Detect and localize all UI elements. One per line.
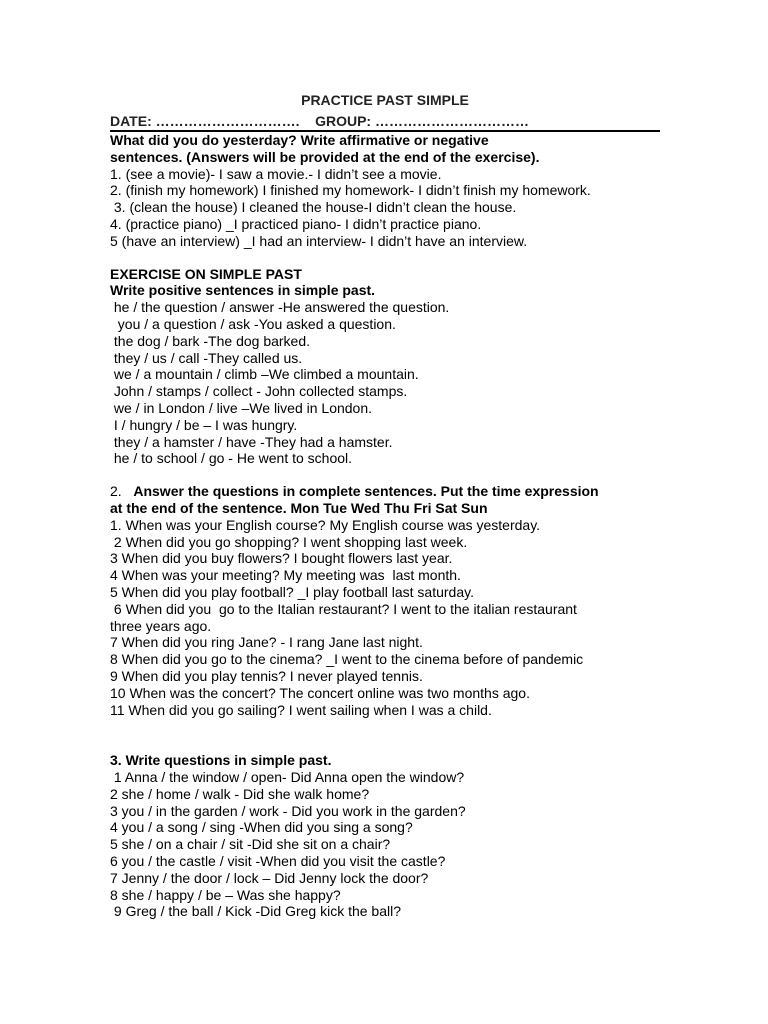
section2-sentence-line: you / a question / ask -You asked a question.: [110, 315, 396, 332]
section3-answer-line: three years ago.: [110, 617, 212, 634]
spacer: [110, 467, 660, 483]
section4-instruction: 3. Write questions in simple past.: [110, 752, 332, 769]
section3-answer-line: 1. When was your English course? My English course was yesterday.: [110, 516, 541, 533]
section3-answer-line: 3 When did you buy flowers? I bought flowers last year.: [110, 550, 453, 567]
section4-question-line: 4 you / a song / sing -When did you sing a song?: [110, 819, 413, 836]
section2-heading: EXERCISE ON SIMPLE PAST: [110, 265, 302, 282]
section4-question-line: 5 she / on a chair / sit -Did she sit on a chair?: [110, 836, 391, 853]
section2-sentence-line: we / in London / live –We lived in London.: [110, 399, 373, 416]
page-title: PRACTICE PAST SIMPLE: [301, 92, 469, 108]
section4-question-line: 1 Anna / the window / open- Did Anna open the window?: [110, 769, 465, 786]
section2-sentence-line: we / a mountain / climb –We climbed a mountain.: [110, 366, 419, 383]
section1-answer-line: 2. (finish my homework) I finished my homework- I didn’t finish my homework.: [110, 182, 591, 199]
date-group-line: DATE: …………………………. GROUP: ……………………………: [110, 113, 660, 132]
section3-answer-line: 6 When did you go to the Italian restaurant? I went to the italian restaurant: [110, 600, 577, 617]
section2-sentence-line: he / to school / go - He went to school.: [110, 450, 353, 467]
section1-instruction-line: What did you do yesterday? Write affirmative or negative: [110, 132, 489, 148]
section3-answer-line: 9 When did you play tennis? I never played tennis.: [110, 667, 423, 684]
section3-answer-line: 7 When did you ring Jane? - I rang Jane last night.: [110, 634, 423, 651]
section2-instruction: Write positive sentences in simple past.: [110, 282, 376, 299]
section1-answer-line: 5 (have an interview) _I had an interview- I didn’t have an interview.: [110, 232, 528, 249]
section3-instruction-second: at the end of the sentence. Mon Tue Wed Thu Fri Sat Sun: [110, 499, 488, 516]
section2-sentence-line: I / hungry / be – I was hungry.: [110, 416, 298, 433]
section3-answer-line: 4 When was your meeting? My meeting was last month.: [110, 567, 461, 584]
section4-question-line: 3 you / in the garden / work - Did you work in the garden?: [110, 802, 466, 819]
section3-answer-line: 10 When was the concert? The concert online was two months ago.: [110, 684, 530, 701]
section2-sentence-line: he / the question / answer -He answered the question.: [110, 299, 450, 316]
section1-answer-line: 4. (practice piano) _I practiced piano- I didn’t practice piano.: [110, 215, 482, 232]
section3-answer-line: 2 When did you go shopping? I went shopping last week.: [110, 533, 468, 550]
section1-instruction-line: sentences. (Answers will be provided at the end of the exercise).: [110, 148, 540, 165]
section2-sentence-line: they / us / call -They called us.: [110, 349, 303, 366]
section2-sentence-line: the dog / bark -The dog barked.: [110, 332, 311, 349]
section3-answer-line: 8 When did you go to the cinema? _I went to the cinema before of pandemic: [110, 651, 584, 668]
section4-question-line: 7 Jenny / the door / lock – Did Jenny lock the door?: [110, 869, 429, 886]
section4-question-line: 9 Greg / the ball / Kick -Did Greg kick the ball?: [110, 903, 402, 920]
section3-instruction-line: [110, 483, 660, 500]
section4-question-line: 8 she / happy / be – Was she happy?: [110, 886, 341, 903]
spacer: [110, 718, 660, 752]
section3-instruction-first: Answer the questions in complete sentences. Put the time expression: [133, 483, 599, 500]
section2-sentence-line: they / a hamster / have -They had a hamster.: [110, 433, 393, 450]
section3-answer-line: 11 When did you go sailing? I went sailing when I was a child.: [110, 701, 492, 718]
section4-question-line: 6 you / the castle / visit -When did you visit the castle?: [110, 853, 446, 870]
section1-answer-line: 3. (clean the house) I cleaned the house-I didn’t clean the house.: [110, 199, 517, 216]
section3-answer-line: 5 When did you play football? _I play football last saturday.: [110, 583, 474, 600]
section4-question-line: 2 she / home / walk - Did she walk home?: [110, 785, 370, 802]
section1-answer-line: 1. (see a movie)- I saw a movie.- I didn’t see a movie.: [110, 165, 442, 182]
section2-sentence-line: John / stamps / collect - John collected stamps.: [110, 383, 408, 400]
worksheet-page: [110, 91, 660, 920]
section3-number: 2.: [110, 483, 134, 500]
spacer: [110, 250, 660, 266]
